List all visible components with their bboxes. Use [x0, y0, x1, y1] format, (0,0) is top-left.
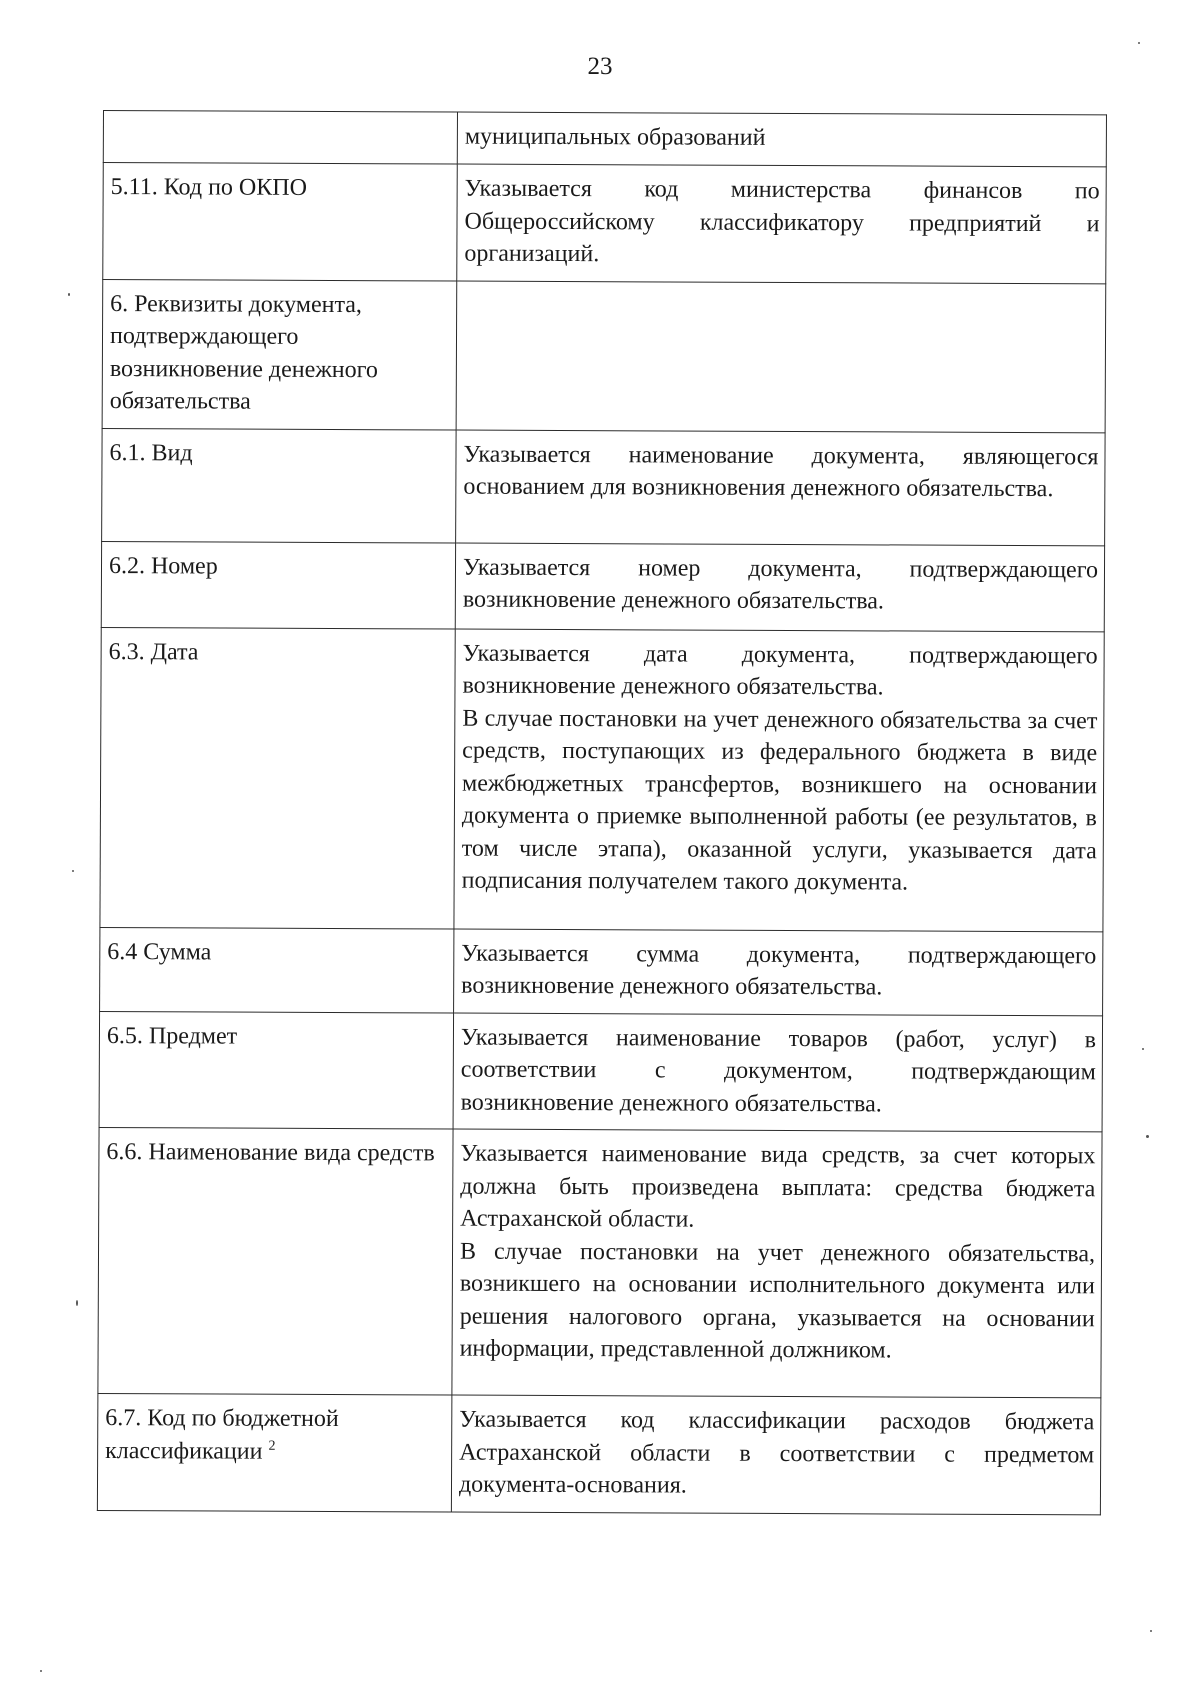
description-paragraph: муниципальных образований	[464, 123, 766, 151]
field-name-cell: 6.4 Сумма	[100, 927, 454, 1013]
description-cell	[456, 430, 1105, 546]
table-row	[101, 541, 1104, 631]
table-row	[99, 1011, 1102, 1132]
description-paragraph: Указывается наименование товаров (работ, услуг) в соответствии с документом, подтверждающим возникновение денежного обязательства.	[460, 1024, 1097, 1117]
description-cell	[451, 1395, 1101, 1514]
description-cell	[455, 543, 1104, 632]
table-row	[98, 1127, 1102, 1397]
table-row	[97, 1393, 1100, 1514]
description-cell	[452, 1129, 1102, 1398]
requisites-table	[97, 110, 1107, 1515]
scan-speck	[1138, 42, 1140, 44]
field-name-cell: 5.11. Код по ОКПО	[103, 163, 458, 281]
scan-speck	[1142, 1048, 1144, 1050]
description-cell	[457, 164, 1107, 283]
description-paragraph: Указывается наименование вида средств, за счет которых должна быть произведена выплата: средства бюджета Астраханской области.	[460, 1140, 1096, 1233]
description-paragraph: Указывается дата документа, подтверждающего возникновение денежного обязательства.	[462, 640, 1098, 701]
field-name-cell	[97, 1393, 452, 1511]
field-name-cell: 6.5. Предмет	[99, 1011, 454, 1129]
field-name-cell: 6.6. Наименование вида средств	[98, 1127, 453, 1395]
description-paragraph: Указывается номер документа, подтверждающего возникновение денежного обязательства.	[462, 554, 1099, 615]
description-cell	[457, 112, 1106, 167]
field-name-cell: 6.1. Вид	[102, 428, 456, 543]
table-row	[103, 111, 1106, 167]
table-row	[100, 627, 1104, 931]
description-cell-empty	[456, 281, 1106, 433]
section-header-cell: 6. Реквизиты документа, подтверждающего возникновение денежного обязательства	[102, 279, 457, 430]
scan-speck	[68, 293, 70, 296]
page-number: 23	[587, 53, 613, 80]
description-paragraph: В случае постановки на учет денежного обязательства, возникшего на основании исполнительного документа или решения налогового органа, указывается на основании информации, представленной должником.	[459, 1238, 1096, 1364]
description-cell	[453, 1013, 1103, 1132]
description-paragraph: Указывается код министерства финансов по Общероссийскому классификатору предприятий и организаций.	[464, 175, 1100, 268]
scan-speck	[1150, 1630, 1152, 1632]
description-paragraph: Указывается код классификации расходов бюджета Астраханской области в соответствии с предметом документа-основания.	[458, 1406, 1095, 1499]
field-name-cell	[103, 111, 457, 165]
description-paragraph: В случае постановки на учет денежного обязательства за счет средств, поступающих из федерального бюджета в виде межбюджетных трансфертов, возникшего на основании документа о приемке выполненной работы (ее результатов, в том числе этапа), оказанной услуги, указывается дата подписания получателем такого документа.	[461, 705, 1098, 896]
scan-speck	[76, 1300, 78, 1306]
table-row	[100, 927, 1103, 1015]
description-cell	[454, 929, 1103, 1016]
field-name-cell: 6.3. Дата	[100, 627, 455, 929]
description-paragraph: Указывается сумма документа, подтверждающего возникновение денежного обязательства.	[461, 940, 1097, 1001]
scan-speck	[72, 870, 74, 872]
table-row	[103, 163, 1106, 284]
field-name-cell: 6.2. Номер	[101, 541, 455, 629]
description-cell	[454, 629, 1104, 932]
table-row	[102, 279, 1106, 432]
table-row	[102, 428, 1105, 545]
description-paragraph: Указывается наименование документа, являющегося основанием для возникновения денежного обязательства.	[463, 441, 1099, 503]
field-name-text: 6.7. Код по бюджетной классификации	[105, 1405, 339, 1465]
scan-speck	[40, 1670, 42, 1672]
footnote-marker: 2	[268, 1438, 276, 1454]
scan-speck	[1146, 1135, 1149, 1138]
